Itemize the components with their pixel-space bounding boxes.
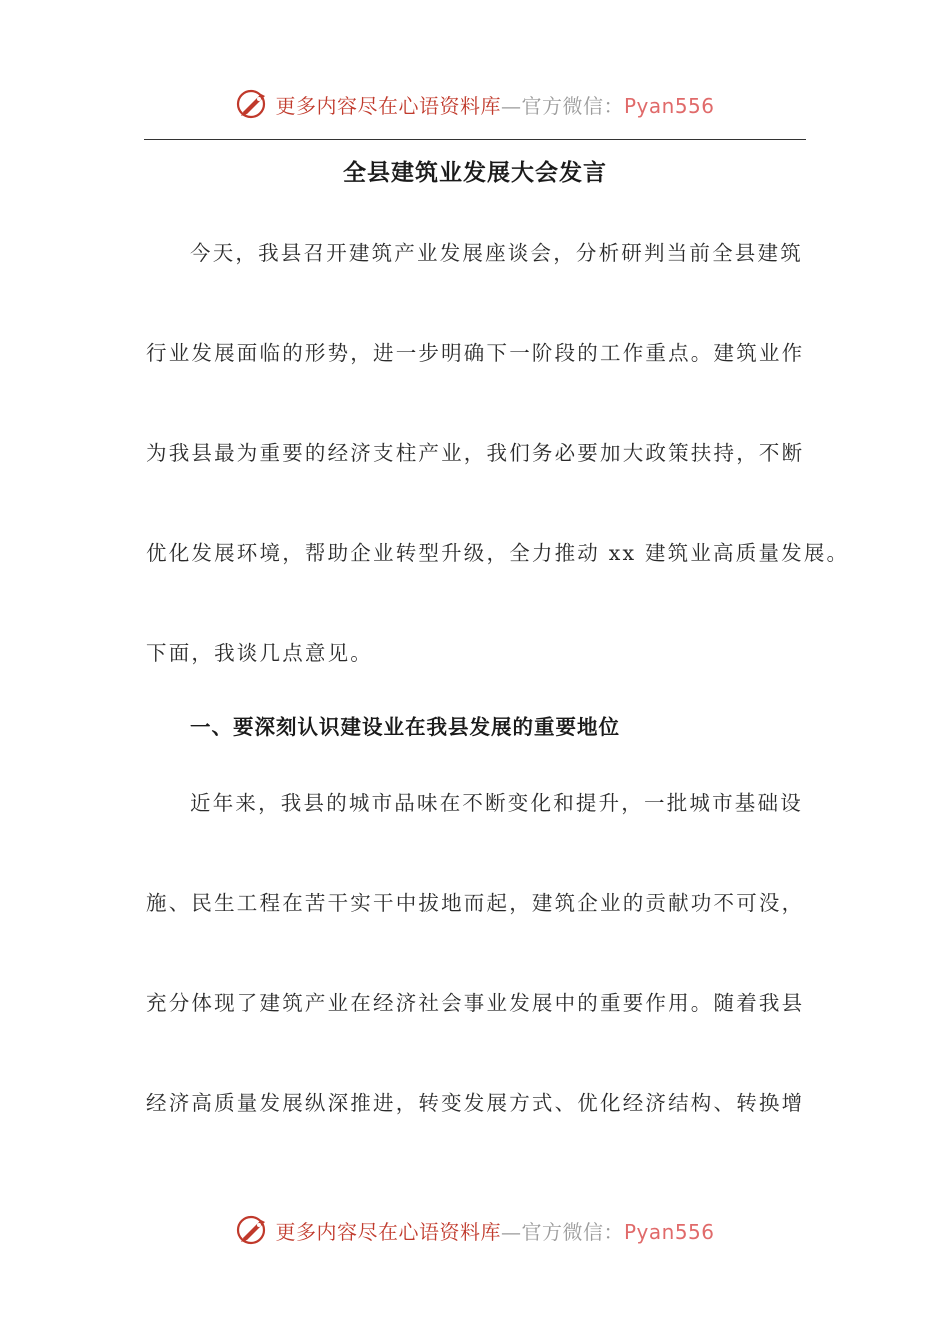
header-banner-text <box>275 90 714 119</box>
footer-wechat-label: 官方微信： <box>521 1219 624 1244</box>
paragraph-line: 今天，我县召开建筑产业发展座谈会，分析研判当前全县建筑 <box>190 241 803 265</box>
paragraph-line: 近年来，我县的城市品味在不断变化和提升，一批城市基础设 <box>190 791 803 815</box>
header-wechat-label: 官方微信： <box>521 93 624 118</box>
header-banner <box>0 84 950 124</box>
header-rule <box>144 139 806 140</box>
paragraph-line: 充分体现了建筑产业在经济社会事业发展中的重要作用。随着我县 <box>146 991 805 1015</box>
footer-site-text: 更多内容尽在心语资料库 <box>275 1219 501 1244</box>
header-site-text: 更多内容尽在心语资料库 <box>275 93 501 118</box>
paragraph-line: 下面，我谈几点意见。 <box>146 641 373 665</box>
footer-banner-text <box>275 1216 714 1245</box>
document-title: 全县建筑业发展大会发言 <box>343 159 607 186</box>
pen-logo-icon <box>235 1212 271 1248</box>
paragraph-line: 行业发展面临的形势，进一步明确下一阶段的工作重点。建筑业作 <box>146 341 805 365</box>
header-wechat-id: Pyan556 <box>623 93 715 118</box>
paragraph-line: 为我县最为重要的经济支柱产业，我们务必要加大政策扶持，不断 <box>146 441 805 465</box>
footer-banner <box>0 1210 950 1250</box>
paragraph-line: 优化发展环境，帮助企业转型升级，全力推动 xx 建筑业高质量发展。 <box>146 541 850 565</box>
paragraph-line: 施、民生工程在苦干实干中拔地而起，建筑企业的贡献功不可没， <box>146 891 805 915</box>
paragraph-line: 经济高质量发展纵深推进，转变发展方式、优化经济结构、转换增 <box>146 1091 805 1115</box>
pen-logo-icon <box>235 86 271 122</box>
footer-separator: — <box>500 1219 522 1244</box>
section-heading: 一、要深刻认识建设业在我县发展的重要地位 <box>190 715 620 739</box>
footer-wechat-id: Pyan556 <box>623 1219 715 1244</box>
header-separator: — <box>500 93 522 118</box>
